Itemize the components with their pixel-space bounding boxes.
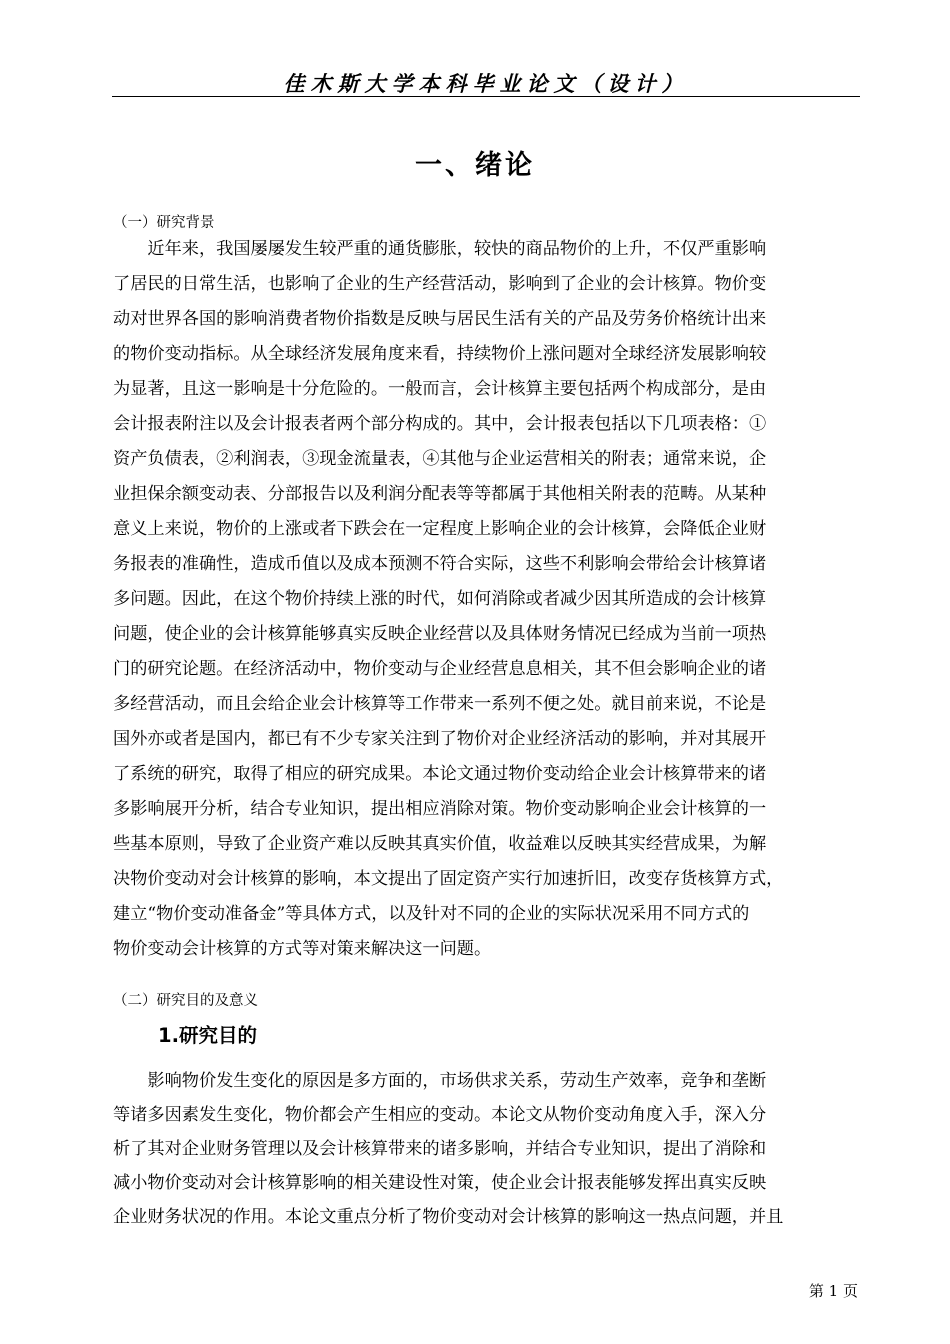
paragraph-line: 减小物价变动对会计核算影响的相关建设性对策，使企业会计报表能够发挥出真实反映 bbox=[113, 1173, 767, 1193]
paragraph-line: 动对世界各国的影响消费者物价指数是反映与居民生活有关的产品及劳务价格统计出来 bbox=[113, 309, 767, 329]
paragraph-line: 务报表的准确性，造成币值以及成本预测不符合实际，这些不利影响会带给会计核算诸 bbox=[113, 554, 767, 574]
paragraph-line: 近年来，我国屡屡发生较严重的通货膨胀，较快的商品物价的上升，不仅严重影响 bbox=[113, 239, 767, 259]
page-number: 第 1 页 bbox=[808, 1282, 858, 1300]
paragraph-line: 了居民的日常生活，也影响了企业的生产经营活动，影响到了企业的会计核算。物价变 bbox=[113, 274, 767, 294]
section-heading-purpose: （二）研究目的及意义 bbox=[113, 993, 258, 1009]
paragraph-line: 意义上来说，物价的上涨或者下跌会在一定程度上影响企业的会计核算，会降低企业财 bbox=[113, 519, 767, 539]
paragraph-line: 资产负债表，②利润表，③现金流量表，④其他与企业运营相关的附表；通常来说，企 bbox=[113, 449, 767, 469]
paragraph-line: 多问题。因此，在这个物价持续上涨的时代，如何消除或者减少因其所造成的会计核算 bbox=[113, 589, 767, 609]
chapter-title: 一、绪论 bbox=[415, 150, 535, 181]
paragraph-purpose bbox=[113, 1064, 861, 1234]
paragraph-line: 企业财务状况的作用。本论文重点分析了物价变动对会计核算的影响这一热点问题，并且 bbox=[113, 1207, 784, 1227]
paragraph-line: 多影响展开分析，结合专业知识，提出相应消除对策。物价变动影响企业会计核算的一 bbox=[113, 799, 767, 819]
subheading-research-purpose: 1.研究目的 bbox=[158, 1024, 257, 1047]
paragraph-line: 析了其对企业财务管理以及会计核算带来的诸多影响，并结合专业知识，提出了消除和 bbox=[113, 1139, 767, 1159]
paragraph-line: 影响物价发生变化的原因是多方面的，市场供求关系，劳动生产效率，竞争和垄断 bbox=[113, 1071, 767, 1091]
page-header bbox=[112, 64, 860, 97]
paragraph-background bbox=[113, 232, 861, 967]
paragraph-line: 的物价变动指标。从全球经济发展角度来看，持续物价上涨问题对全球经济发展影响较 bbox=[113, 344, 767, 364]
paragraph-line: 了系统的研究，取得了相应的研究成果。本论文通过物价变动给企业会计核算带来的诸 bbox=[113, 764, 767, 784]
paragraph-line: 门的研究论题。在经济活动中，物价变动与企业经营息息相关，其不但会影响企业的诸 bbox=[113, 659, 767, 679]
paragraph-line: 物价变动会计核算的方式等对策来解决这一问题。 bbox=[113, 939, 492, 959]
paragraph-line: 建立“物价变动准备金”等具体方式，以及针对不同的企业的实际状况采用不同方式的 bbox=[113, 904, 750, 924]
paragraph-line: 业担保余额变动表、分部报告以及利润分配表等等都属于其他相关附表的范畴。从某种 bbox=[113, 484, 767, 504]
paragraph-line: 些基本原则，导致了企业资产难以反映其真实价值，收益难以反映其实经营成果，为解 bbox=[113, 834, 767, 854]
paragraph-line: 多经营活动，而且会给企业会计核算等工作带来一系列不便之处。就目前来说，不论是 bbox=[113, 694, 767, 714]
section-heading-background: （一）研究背景 bbox=[113, 215, 215, 231]
paragraph-line: 会计报表附注以及会计报表者两个部分构成的。其中，会计报表包括以下几项表格：① bbox=[113, 414, 767, 434]
paragraph-line: 问题，使企业的会计核算能够真实反映企业经营以及具体财务情况已经成为当前一项热 bbox=[113, 624, 767, 644]
thesis-header-title: 佳木斯大学本科毕业论文（设计） bbox=[283, 71, 689, 96]
paragraph-line: 为显著，且这一影响是十分危险的。一般而言，会计核算主要包括两个构成部分，是由 bbox=[113, 379, 767, 399]
paragraph-line: 等诸多因素发生变化，物价都会产生相应的变动。本论文从物价变动角度入手，深入分 bbox=[113, 1105, 767, 1125]
paragraph-line: 国外亦或者是国内，都已有不少专家关注到了物价对企业经济活动的影响，并对其展开 bbox=[113, 729, 767, 749]
paragraph-line: 决物价变动对会计核算的影响，本文提出了固定资产实行加速折旧，改变存货核算方式， bbox=[113, 869, 784, 889]
